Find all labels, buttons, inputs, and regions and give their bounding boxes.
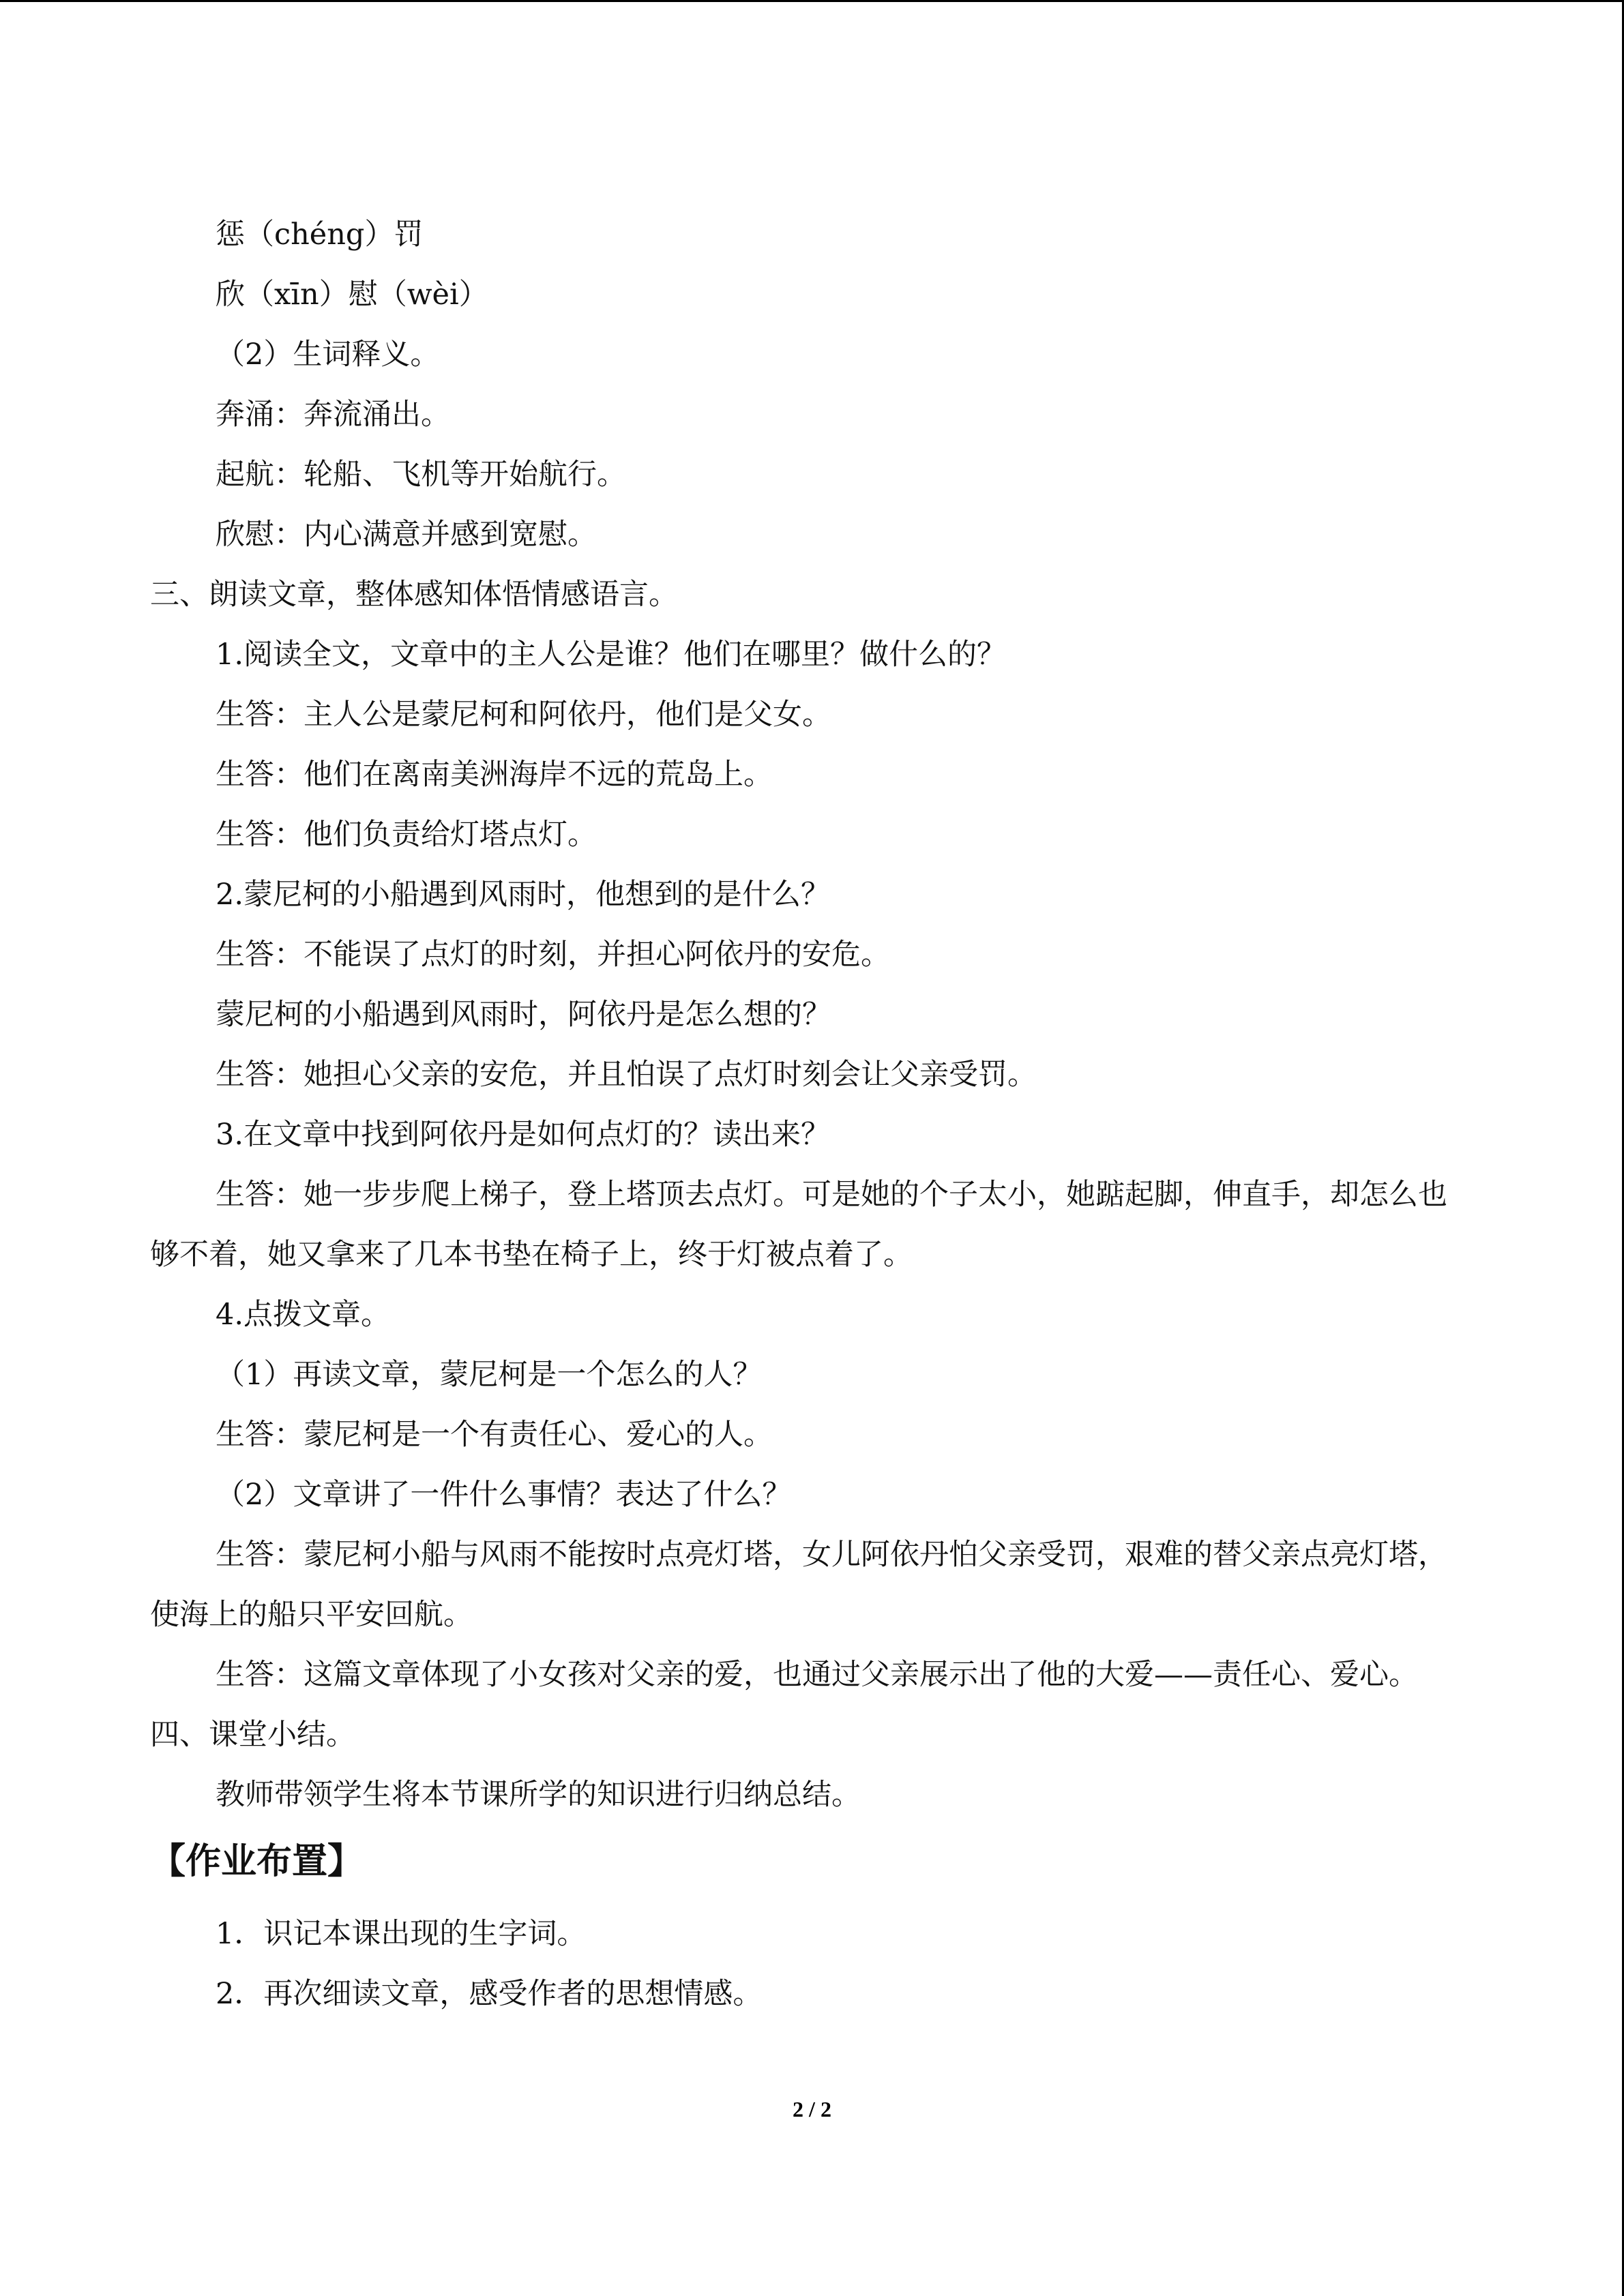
definition-xinwei: 欣慰：内心满意并感到宽慰。	[216, 518, 597, 552]
pinyin-line-chengfa: 惩（chéng）罚	[216, 218, 424, 252]
answer-1a: 生答：主人公是蒙尼柯和阿依丹，他们是父女。	[216, 698, 831, 732]
answer-4-2a: 生答：蒙尼柯小船与风雨不能按时点亮灯塔，女儿阿依丹怕父亲受罚，艰难的替父亲点亮灯塔，使海上的船只平安回航。	[150, 1538, 1447, 1632]
answer-2b: 生答：她担心父亲的安危，并且怕误了点灯时刻会让父亲受罚。	[216, 1058, 1037, 1092]
answer-4-1: 生答：蒙尼柯是一个有责任心、爱心的人。	[216, 1418, 773, 1452]
page-number: 2 / 2	[793, 2097, 831, 2121]
section-heading-3: 三、朗读文章，整体感知体悟情感语言。	[150, 578, 678, 612]
question-2b: 蒙尼柯的小船遇到风雨时，阿依丹是怎么想的？	[216, 998, 831, 1032]
homework-heading: 【作业布置】	[150, 1841, 364, 1882]
answer-1b: 生答：他们在离南美洲海岸不远的荒岛上。	[216, 758, 773, 792]
question-4: 4.点拨文章。	[216, 1298, 391, 1332]
question-4-1: （1）再读文章，蒙尼柯是一个怎么的人？	[216, 1358, 763, 1392]
pinyin-line-xinwei: 欣（xīn）慰（wèi）	[216, 278, 488, 312]
section-vocab-meaning: （2）生词释义。	[216, 338, 440, 372]
homework-item-2: 2．再次细读文章，感受作者的思想情感。	[216, 1977, 763, 2011]
summary-text: 教师带领学生将本节课所学的知识进行归纳总结。	[216, 1778, 861, 1812]
answer-2a: 生答：不能误了点灯的时刻，并担心阿依丹的安危。	[216, 938, 890, 972]
answer-4-2b: 生答：这篇文章体现了小女孩对父亲的爱，也通过父亲展示出了他的大爱——责任心、爱心。	[216, 1658, 1418, 1692]
question-2: 2.蒙尼柯的小船遇到风雨时，他想到的是什么？	[216, 878, 831, 912]
page-border-top	[0, 0, 1624, 2]
question-1: 1.阅读全文，文章中的主人公是谁？他们在哪里？做什么的？	[216, 638, 1007, 672]
question-3: 3.在文章中找到阿依丹是如何点灯的？读出来？	[216, 1118, 831, 1152]
definition-qihang: 起航：轮船、飞机等开始航行。	[216, 458, 626, 492]
document-body	[150, 205, 1466, 2024]
definition-benyong: 奔涌：奔流涌出。	[216, 398, 450, 432]
section-heading-4: 四、课堂小结。	[150, 1718, 355, 1752]
answer-1c: 生答：他们负责给灯塔点灯。	[216, 818, 597, 852]
homework-item-1: 1．识记本课出现的生字词。	[216, 1917, 587, 1951]
answer-3: 生答：她一步步爬上梯子，登上塔顶去点灯。可是她的个子太小，她踮起脚，伸直手，却怎么也够不着，她又拿来了几本书垫在椅子上，终于灯被点着了。	[150, 1178, 1447, 1272]
question-4-2: （2）文章讲了一件什么事情？表达了什么？	[216, 1478, 792, 1512]
